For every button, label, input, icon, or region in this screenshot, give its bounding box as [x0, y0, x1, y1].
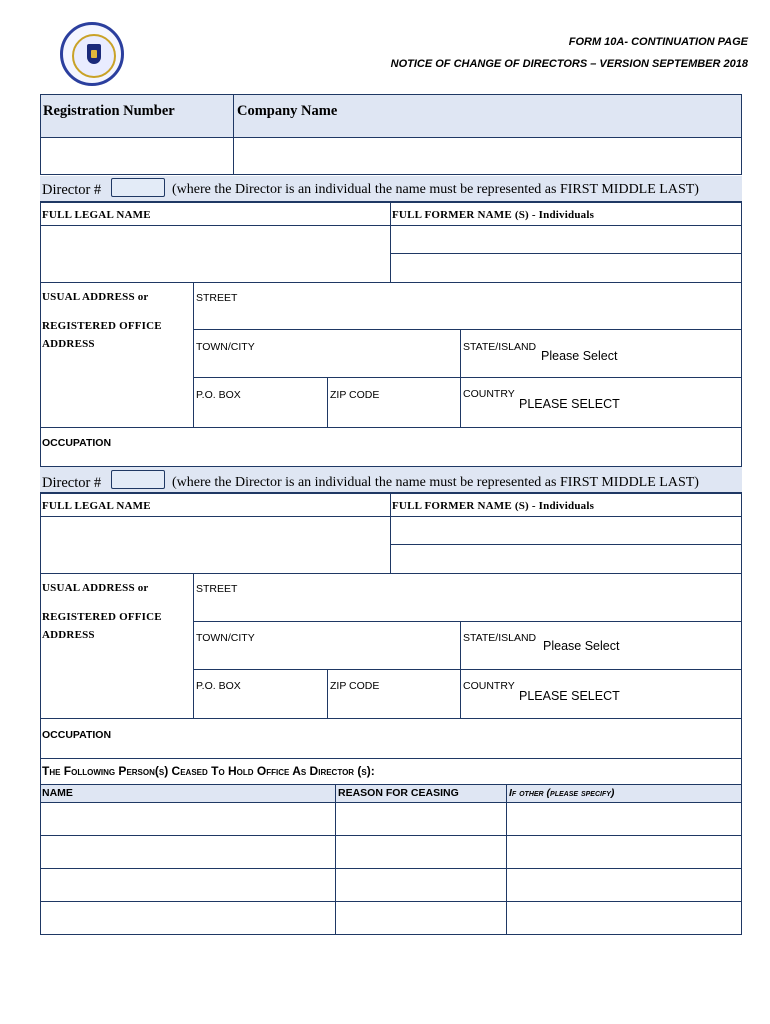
- ceased-row-4-reason-input[interactable]: [338, 904, 504, 933]
- director-2-former-name-label: FULL FORMER NAME (S) - Individuals: [392, 500, 595, 512]
- company-name-input[interactable]: [236, 139, 740, 173]
- ceased-row-3-other-input[interactable]: [509, 871, 739, 900]
- ceased-row-4-other-input[interactable]: [509, 904, 739, 933]
- director-1-country-label: COUNTRY: [463, 388, 515, 400]
- director-1-town-input[interactable]: [193, 329, 461, 378]
- ceased-row-1-other-input[interactable]: [509, 805, 739, 834]
- director-1-zip-label: ZIP CODE: [330, 389, 380, 401]
- director-2-zip-input[interactable]: [327, 670, 461, 719]
- director-1-full-legal-name-input[interactable]: [42, 228, 388, 282]
- director-2-note: (where the Director is an individual the name must be represented as FIRST MIDDLE LAST): [172, 475, 699, 490]
- director-2-state-select[interactable]: Please Select: [543, 639, 620, 653]
- director-1-pobox-label: P.O. BOX: [196, 389, 241, 401]
- ceased-row-3-reason-input[interactable]: [338, 871, 504, 900]
- form-title: FORM 10A- CONTINUATION PAGE: [568, 36, 748, 48]
- director-2-country-label: COUNTRY: [463, 680, 515, 692]
- director-2-usual-address-label: USUAL ADDRESS or: [42, 582, 149, 594]
- director-1-former-name-input-2[interactable]: [391, 255, 741, 282]
- ceased-row-1-reason-input[interactable]: [338, 805, 504, 834]
- director-2-address-label: ADDRESS: [42, 629, 95, 641]
- director-2-pobox-label: P.O. BOX: [196, 680, 241, 692]
- director-2-full-legal-name-label: FULL LEGAL NAME: [42, 500, 151, 512]
- director-2-former-name-input-2[interactable]: [391, 546, 741, 573]
- ceased-row-4-name-input[interactable]: [43, 904, 333, 933]
- director-1-registered-office-label: REGISTERED OFFICE: [42, 320, 162, 332]
- ceased-row-1-name-input[interactable]: [43, 805, 333, 834]
- director-1-street-input[interactable]: [193, 283, 741, 330]
- director-2-street-input[interactable]: [193, 574, 741, 622]
- director-2-country-select[interactable]: PLEASE SELECT: [519, 689, 620, 703]
- director-2-prefix: Director #: [42, 475, 102, 491]
- director-2-full-legal-name-input[interactable]: [42, 519, 388, 573]
- director-2-state-label: STATE/ISLAND: [463, 632, 537, 644]
- director-2-registered-office-label: REGISTERED OFFICE: [42, 611, 162, 623]
- director-2-occupation-input[interactable]: [40, 718, 742, 759]
- ceased-row-2-other-input[interactable]: [509, 838, 739, 867]
- director-2-pobox-input[interactable]: [193, 670, 328, 719]
- director-1-occupation-label: OCCUPATION: [42, 437, 112, 449]
- ceased-col-name: NAME: [42, 787, 73, 799]
- ceased-col-reason: REASON FOR CEASING: [338, 787, 459, 799]
- ceased-row-2-reason-input[interactable]: [338, 838, 504, 867]
- director-1-street-label: STREET: [196, 292, 238, 304]
- registration-number-input[interactable]: [42, 139, 232, 173]
- director-1-state-select[interactable]: Please Select: [541, 349, 618, 363]
- director-2-number-input[interactable]: [111, 470, 165, 489]
- ceased-col-other: If other (please specify): [509, 787, 615, 799]
- ceased-row-3-name-input[interactable]: [43, 871, 333, 900]
- director-1-town-label: TOWN/CITY: [196, 341, 255, 353]
- director-2-town-label: TOWN/CITY: [196, 632, 255, 644]
- director-1-note: (where the Director is an individual the name must be represented as FIRST MIDDLE LAST): [172, 182, 699, 197]
- form-subtitle: NOTICE OF CHANGE OF DIRECTORS – VERSION SEPTEMBER 2018: [390, 58, 748, 70]
- director-1-zip-input[interactable]: [327, 378, 461, 427]
- director-1-prefix: Director #: [42, 182, 102, 198]
- director-1-occupation-input[interactable]: [40, 427, 742, 467]
- director-1-usual-address-label: USUAL ADDRESS or: [42, 291, 149, 303]
- director-1-state-label: STATE/ISLAND: [463, 341, 537, 353]
- director-1-former-name-input-1[interactable]: [391, 226, 741, 254]
- director-2-former-name-input-1[interactable]: [391, 517, 741, 545]
- ceased-row-2-name-input[interactable]: [43, 838, 333, 867]
- director-2-zip-label: ZIP CODE: [330, 680, 380, 692]
- company-name-label: Company Name: [237, 103, 338, 119]
- director-1-address-label: ADDRESS: [42, 338, 95, 350]
- director-2-town-input[interactable]: [193, 621, 461, 670]
- director-1-country-select[interactable]: PLEASE SELECT: [519, 397, 620, 411]
- director-2-street-label: STREET: [196, 583, 238, 595]
- registration-number-label: Registration Number: [43, 103, 175, 119]
- director-1-pobox-input[interactable]: [193, 378, 328, 427]
- registry-seal-icon: [60, 22, 124, 86]
- director-1-former-name-label: FULL FORMER NAME (S) - Individuals: [392, 209, 595, 221]
- ceased-heading: The Following Person(s) Ceased To Hold Office As Director (s):: [42, 764, 375, 778]
- director-2-occupation-label: OCCUPATION: [42, 729, 112, 741]
- director-1-full-legal-name-label: FULL LEGAL NAME: [42, 209, 151, 221]
- director-1-number-input[interactable]: [111, 178, 165, 197]
